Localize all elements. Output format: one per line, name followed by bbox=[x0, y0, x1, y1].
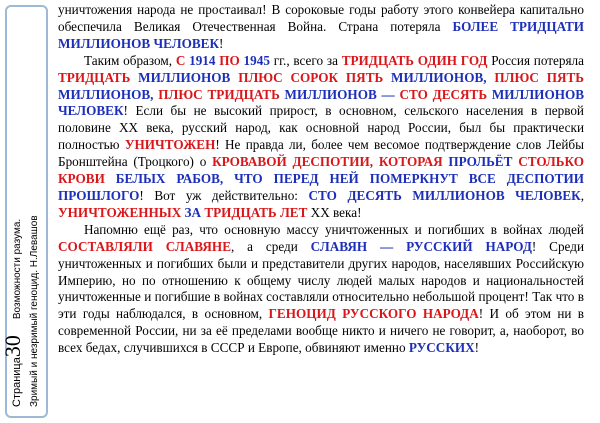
page-indicator bbox=[0, 219, 26, 407]
text-run: ! Вот уж действительно: bbox=[139, 187, 309, 203]
highlight-run: ЗА bbox=[181, 204, 205, 220]
book-subtitle: Зримый и незримый геноцид. Н.Левашов bbox=[29, 215, 40, 407]
highlight-run: МИЛЛИОНОВ — bbox=[279, 86, 400, 102]
highlight-run: УНИЧТОЖЕННЫХ bbox=[58, 204, 182, 220]
text-run: Напомню ещё раз, что основную массу уничтоженных и погибших в войнах людей bbox=[84, 221, 584, 237]
text-run: Таким образом, bbox=[84, 52, 176, 68]
text-run: ! bbox=[474, 340, 480, 356]
highlight-run: ПЛЮС ПЯТЬ bbox=[494, 69, 584, 85]
highlight-run: ПЛЮС ТРИДЦАТЬ bbox=[158, 86, 280, 102]
highlight-run: ГЕНОЦИД bbox=[268, 306, 336, 322]
highlight-run: МИЛЛИОНОВ ЧЕЛОВЕК bbox=[58, 86, 585, 119]
highlight-run: СТОЛЬКО КРОВИ bbox=[58, 154, 584, 187]
text-run: ! Не правда ли, более чем весомое подтверждение слов Лейбы Бронштейна (Троцкого) о bbox=[58, 137, 584, 170]
highlight-run: УНИЧТОЖЕН bbox=[124, 137, 216, 153]
text-run: ! Среди уничтоженных и погибших были и представители других народов, населявших Российскую Империю, но по отношению к общему числу людей малых народов и национальностей уничтоженные и погибшие в войнах составляли относительно небольшой процент! Так что в эти годы наблюдался, в основном, bbox=[58, 238, 585, 322]
highlight-run: БЕЛЫХ РАБОВ, ЧТО ПЕРЕД НЕЙ ПОМЕРКНУТ ВСЕ ДЕСПОТИИ ПРОШЛОГО bbox=[58, 171, 584, 203]
highlight-run: БОЛЕЕ ТРИДЦАТИ МИЛЛИОНОВ ЧЕЛОВЕК bbox=[58, 18, 584, 51]
text-run: Россия потеряла bbox=[487, 52, 584, 68]
highlight-run: СЛАВЯН — РУССКИЙ НАРОД bbox=[310, 238, 532, 254]
highlight-run: МИЛЛИОНОВ, bbox=[58, 86, 159, 102]
highlight-run: СОСТАВЛЯЛИ СЛАВЯНЕ bbox=[58, 238, 231, 254]
highlight-run: ТРИДЦАТЬ ОДИН ГОД bbox=[341, 52, 488, 68]
highlight-run: ПО bbox=[215, 52, 244, 68]
paragraph bbox=[58, 2, 584, 53]
highlight-run: СТО ДЕСЯТЬ bbox=[399, 86, 488, 102]
document-body bbox=[58, 2, 584, 357]
text-run: ! Если бы не высокий прирост, в основном, сельского населения в первой половине XX века, русский народ, как основной народ России, был бы практически полностью bbox=[58, 103, 584, 153]
text-run: ! И об этом ни в современной России, ни за её пределами вообще никто и ничего не говорит, а, наоборот, во всех бедах, случившихся в СССР и Европе, обвиняют именно bbox=[58, 306, 585, 356]
highlight-run: 1914 bbox=[189, 52, 216, 68]
text-run: , а среди bbox=[231, 238, 311, 254]
text-run: , bbox=[580, 187, 584, 203]
highlight-run: СТО ДЕСЯТЬ МИЛЛИОНОВ ЧЕЛОВЕК bbox=[308, 187, 581, 203]
text-run: XX века! bbox=[307, 204, 362, 220]
highlight-run: МИЛЛИОНОВ, bbox=[383, 69, 495, 85]
highlight-run: РУССКИХ bbox=[408, 340, 475, 356]
text-run: уничтожения народа не простаивал! В сороковые годы работу этого конвейера капитально обеспечила Великая Отечественная Война. Страна потеряла bbox=[58, 2, 584, 34]
highlight-run: МИЛЛИОНОВ bbox=[130, 69, 239, 85]
page-label: Страница bbox=[11, 357, 23, 407]
highlight-run: 1945 bbox=[243, 52, 270, 68]
paragraph bbox=[58, 53, 584, 222]
highlight-run: РУССКОГО НАРОДА bbox=[342, 306, 479, 322]
page-number: 30 bbox=[0, 335, 25, 358]
highlight-run: ТРИДЦАТЬ bbox=[58, 69, 131, 85]
text-run: гг., всего за bbox=[269, 52, 342, 68]
highlight-run: ПРОЛЬЁТ bbox=[442, 154, 519, 170]
highlight-run: ПЛЮС СОРОК ПЯТЬ bbox=[238, 69, 384, 85]
highlight-run: С bbox=[175, 52, 190, 68]
text-run: ! bbox=[219, 35, 224, 51]
highlight-run: ТРИДЦАТЬ ЛЕТ bbox=[204, 204, 308, 220]
highlight-run: КРОВАВОЙ ДЕСПОТИИ, КОТОРАЯ bbox=[212, 154, 443, 170]
book-title: Возможности разума. bbox=[12, 218, 23, 320]
paragraph bbox=[58, 222, 584, 357]
